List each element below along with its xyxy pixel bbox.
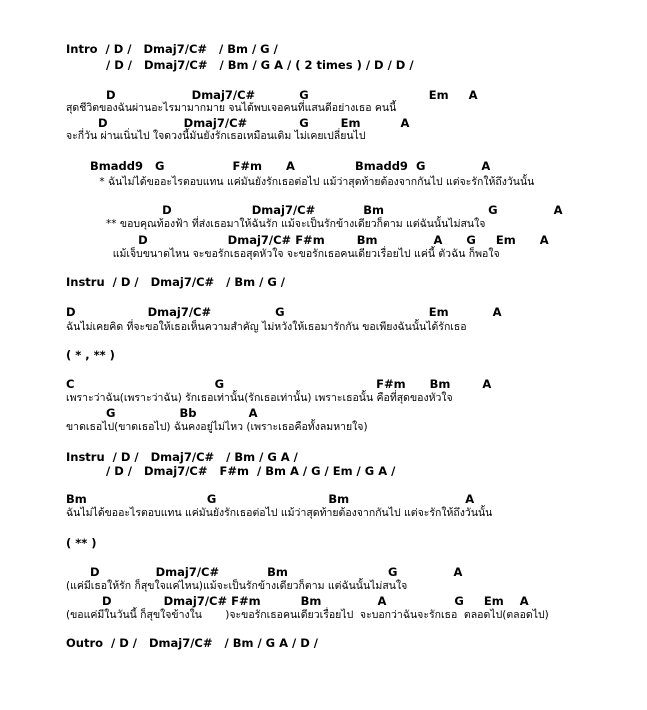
chord-line: ( ** ) bbox=[66, 536, 97, 550]
lyric-line: จะกี่วัน ผ่านเนิ่นไป ใจดวงนี้มันยังรักเธอเหมือนเดิม ไม่เคยเปลี่ยนไป bbox=[66, 130, 366, 142]
chord-line: G Bb A bbox=[66, 406, 258, 420]
lyric-line: ** ขอบคุณท้องฟ้า ที่ส่งเธอมาให้ฉันรัก แม้จะเป็นรักข้างเดียวก็ตาม แต่ฉันนั้นไม่สนใจ bbox=[66, 218, 486, 230]
chord-line: D Dmaj7/C# Bm G A bbox=[66, 203, 563, 217]
lyric-line: เพราะว่าฉัน(เพราะว่าฉัน) รักเธอเท่านั้น(รักเธอเท่านั้น) เพราะเธอนั้น คือที่สุดของหัวใจ bbox=[66, 392, 453, 404]
chord-line: D Dmaj7/C# G Em A bbox=[66, 88, 478, 102]
chord-line: / D / Dmaj7/C# / Bm / G A / ( 2 times ) / D / D / bbox=[66, 58, 414, 72]
lyric-line: ฉันไม่ได้ขออะไรตอบแทน แค่มันยังรักเธอต่อไป แม้ว่าสุดท้ายต้องจากกันไป แต่จะรักให้ถึงวันนั้น bbox=[66, 507, 493, 519]
lyric-line: * ฉันไม่ได้ขออะไรตอบแทน แค่มันยังรักเธอต่อไป แม้ว่าสุดท้ายต้องจากกันไป แต่จะรักให้ถึงวันนั้น bbox=[66, 176, 535, 188]
chord-line: Bm G Bm A bbox=[66, 492, 475, 506]
chord-line: ( * , ** ) bbox=[66, 348, 115, 362]
chord-line: D Dmaj7/C# G Em A bbox=[66, 305, 502, 319]
lyric-line: แม้เจ็บขนาดไหน จะขอรักเธอสุดหัวใจ จะขอรักเธอคนเดียวเรื่อยไป แค่นี้ ตัวฉัน ก็พอใจ bbox=[66, 248, 500, 260]
chord-line: Outro / D / Dmaj7/C# / Bm / G A / D / bbox=[66, 636, 318, 650]
chord-line: D Dmaj7/C# Bm G A bbox=[66, 565, 463, 579]
chord-line: Instru / D / Dmaj7/C# / Bm / G A / bbox=[66, 450, 298, 464]
chord-line: D Dmaj7/C# F#m Bm A G Em A bbox=[66, 594, 529, 608]
lyric-line: สุดชีวิตของฉันผ่านอะไรมามากมาย จนได้พบเจอคนที่แสนดีอย่างเธอ คนนี้ bbox=[66, 102, 397, 114]
chord-line: Bmadd9 G F#m A Bmadd9 G A bbox=[66, 159, 491, 173]
chord-line: Instru / D / Dmaj7/C# / Bm / G / bbox=[66, 275, 285, 289]
chord-line: D Dmaj7/C# F#m Bm A G Em A bbox=[66, 233, 549, 247]
lyric-line: ขาดเธอไป(ขาดเธอไป) ฉันคงอยู่ไม่ไหว (เพราะเธอคือทั้งลมหายใจ) bbox=[66, 421, 368, 433]
chord-line: Intro / D / Dmaj7/C# / Bm / G / bbox=[66, 42, 278, 56]
chord-line: / D / Dmaj7/C# F#m / Bm A / G / Em / G A / bbox=[66, 464, 396, 478]
chord-line: C G F#m Bm A bbox=[66, 377, 492, 391]
lyric-line: (ขอแค่มีในวันนี้ ก็สุขใจข้างใน )จะขอรักเธอคนเดียวเรื่อยไป จะบอกว่าฉันจะรักเธอ ตลอดไป(ตลอดไป) bbox=[66, 609, 549, 621]
lyric-line: ฉันไม่เคยคิด ที่จะขอให้เธอเห็นความสำคัญ ไม่หวังให้เธอมารักกัน ขอเพียงฉันนั้นได้รักเธอ bbox=[66, 321, 467, 333]
chord-line: D Dmaj7/C# G Em A bbox=[66, 116, 410, 130]
lyric-line: (แค่มีเธอให้รัก ก็สุขใจแค่ไหน)แม้จะเป็นรักข้างเดียวก็ตาม แต่ฉันนั้นไม่สนใจ bbox=[66, 580, 408, 592]
